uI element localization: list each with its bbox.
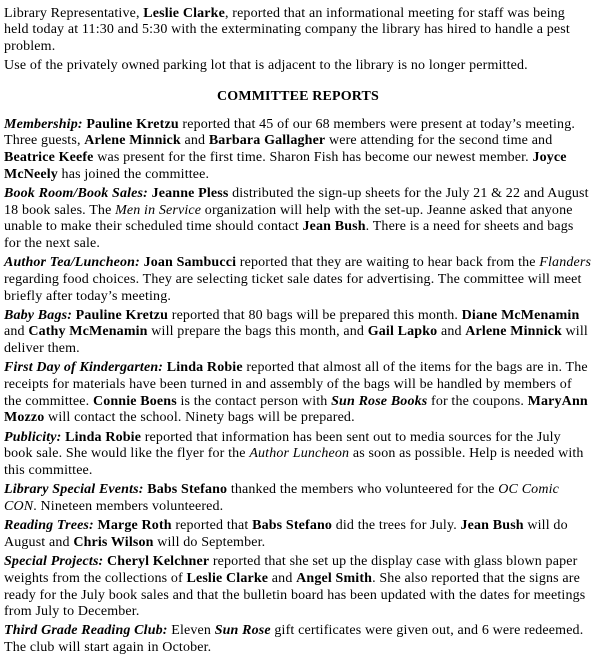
bold-text-run: Arlene Minnick: [84, 133, 181, 149]
paragraph: [4, 554, 592, 621]
text-run: will do August and: [4, 518, 568, 550]
bold-text-run: Diane McMenamin: [461, 307, 580, 323]
text-run: reported that 45 of our 68 members were present at today’s meeting. Three guests,: [4, 116, 576, 149]
text-run: were attending for the second time and: [325, 133, 553, 149]
text-run: , reported that an informational meeting for staff was being held today at 11:30 and 5:30 with the exterminating company the library has hired to handle a pest problem.: [4, 5, 570, 54]
bold-text-run: Jean Bush: [302, 219, 366, 235]
text-run: reported that information has been sent out to media sources for the July book sale. She would like the flyer for the: [4, 429, 561, 462]
text-run: reported that they are waiting to hear back from the: [236, 255, 540, 271]
paragraph: [4, 518, 592, 551]
text-run: . There is a need for sheets and bags for the next sale.: [4, 219, 574, 251]
text-run: reported that 80 bags will be prepared this month.: [168, 307, 462, 323]
bold-text-run: Marge Roth: [97, 518, 172, 534]
paragraph: [4, 6, 592, 56]
bold-italic-text-run: Library Special Events:: [4, 482, 148, 498]
bold-italic-text-run: Sun Rose Books: [331, 393, 428, 409]
bold-text-run: Linda Robie: [166, 360, 243, 376]
paragraph: [4, 308, 592, 358]
bold-italic-text-run: Reading Trees:: [4, 518, 98, 534]
committee-reports-section: [4, 117, 592, 657]
bold-text-run: Pauline Kretzu: [86, 116, 179, 132]
bold-text-run: Cathy McMenamin: [28, 324, 148, 340]
bold-text-run: Babs Stefano: [147, 482, 228, 498]
bold-italic-text-run: Sun Rose: [214, 623, 271, 639]
text-run: Library Representative,: [4, 5, 144, 21]
paragraph: [4, 482, 592, 515]
bold-text-run: MaryAnn Mozzo: [4, 393, 588, 426]
bold-text-run: Jean Bush: [460, 518, 524, 534]
text-run: will prepare the bags this month, and: [147, 324, 368, 340]
text-run: will do September.: [153, 534, 266, 550]
bold-text-run: Angel Smith: [296, 570, 373, 586]
text-run: regarding food choices. They are selecting ticket sale dates for advertising. The committee will meet briefly after today’s meeting.: [4, 271, 582, 304]
bold-italic-text-run: Book Room/Book Sales:: [4, 185, 152, 201]
bold-italic-text-run: Third Grade Reading Club:: [4, 623, 172, 639]
text-run: thanked the members who volunteered for the: [227, 482, 499, 498]
italic-text-run: Author Luncheon: [249, 446, 350, 462]
bold-italic-text-run: Baby Bags:: [4, 307, 76, 323]
bold-text-run: Chris Wilson: [73, 534, 154, 550]
text-run: was present for the first time. Sharon Fish has become our newest member.: [93, 149, 533, 165]
text-run: for the coupons.: [427, 393, 528, 409]
italic-text-run: Flanders: [539, 255, 592, 271]
bold-text-run: Beatrice Keefe: [4, 149, 94, 165]
paragraph: [4, 117, 592, 184]
bold-text-run: Jeanne Pless: [151, 185, 229, 201]
paragraph: [4, 623, 592, 656]
bold-text-run: Gail Lapko: [367, 324, 438, 340]
bold-text-run: Arlene Minnick: [465, 324, 562, 340]
bold-text-run: Leslie Clarke: [186, 570, 269, 586]
text-run: has joined the committee.: [57, 166, 210, 182]
text-run: as soon as possible. Help is needed with this committee.: [4, 446, 584, 479]
bold-italic-text-run: Author Tea/Luncheon:: [4, 255, 144, 271]
text-run: organization will help with the set-up. Jeanne asked that anyone unable to make their scheduled time should contact: [4, 202, 573, 235]
bold-text-run: Joyce McNeely: [4, 149, 567, 182]
bold-italic-text-run: Special Projects:: [4, 554, 108, 570]
text-run: gift certificates were given out, and 6 were redeemed. The club will start again in October.: [4, 623, 584, 656]
text-run: Eleven: [171, 623, 215, 639]
bold-text-run: Linda Robie: [65, 429, 142, 445]
text-run: distributed the sign-up sheets for the July 21 & 22 and August 18 book sales. The: [4, 185, 589, 218]
text-run: reported that almost all of the items for the bags are in. The receipts for materials have been turned in and assembly of the bags will be handled by members of the committee.: [4, 360, 588, 409]
text-run: . Nineteen members volunteered.: [33, 498, 224, 514]
text-run: will contact the school. Ninety bags will be prepared.: [44, 410, 355, 426]
text-run: Use of the privately owned parking lot that is adjacent to the library is no longer permitted.: [4, 58, 528, 74]
paragraph: [4, 255, 592, 305]
bold-italic-text-run: First Day of Kindergarten:: [4, 360, 167, 376]
bold-text-run: Joan Sambucci: [143, 255, 237, 271]
text-run: reported that she set up the display case with glass blown paper weights from the collections of: [4, 554, 578, 586]
bold-italic-text-run: Publicity:: [4, 429, 66, 445]
text-run: and: [268, 570, 297, 586]
text-run: reported that: [171, 518, 253, 534]
text-run: and: [180, 133, 209, 149]
bold-italic-text-run: Membership:: [4, 116, 87, 132]
text-run: . She also reported that the signs are ready for the July book sales and that the bulletin board has been updated with the dates for meetings from July to December.: [4, 570, 586, 620]
committee-reports-heading: COMMITTEE REPORTS: [217, 88, 379, 104]
bold-text-run: Cheryl Kelchner: [107, 554, 210, 570]
paragraph: [4, 430, 592, 480]
italic-text-run: OC Comic CON: [4, 482, 559, 514]
paragraph: [4, 360, 592, 427]
bold-text-run: Babs Stefano: [252, 518, 333, 534]
bold-text-run: Leslie Clarke: [143, 5, 225, 21]
bold-text-run: Barbara Gallagher: [208, 133, 326, 149]
paragraph: [4, 186, 592, 253]
text-run: will deliver them.: [4, 324, 588, 357]
text-run: did the trees for July.: [332, 518, 461, 534]
text-run: and: [4, 324, 29, 340]
text-run: and: [437, 324, 466, 340]
italic-text-run: Men in Service: [115, 202, 202, 218]
text-run: is the contact person with: [176, 393, 332, 409]
bold-text-run: Connie Boens: [92, 393, 177, 409]
bold-text-run: Pauline Kretzu: [75, 307, 169, 323]
intro-section: [4, 6, 592, 75]
paragraph: [4, 58, 592, 75]
